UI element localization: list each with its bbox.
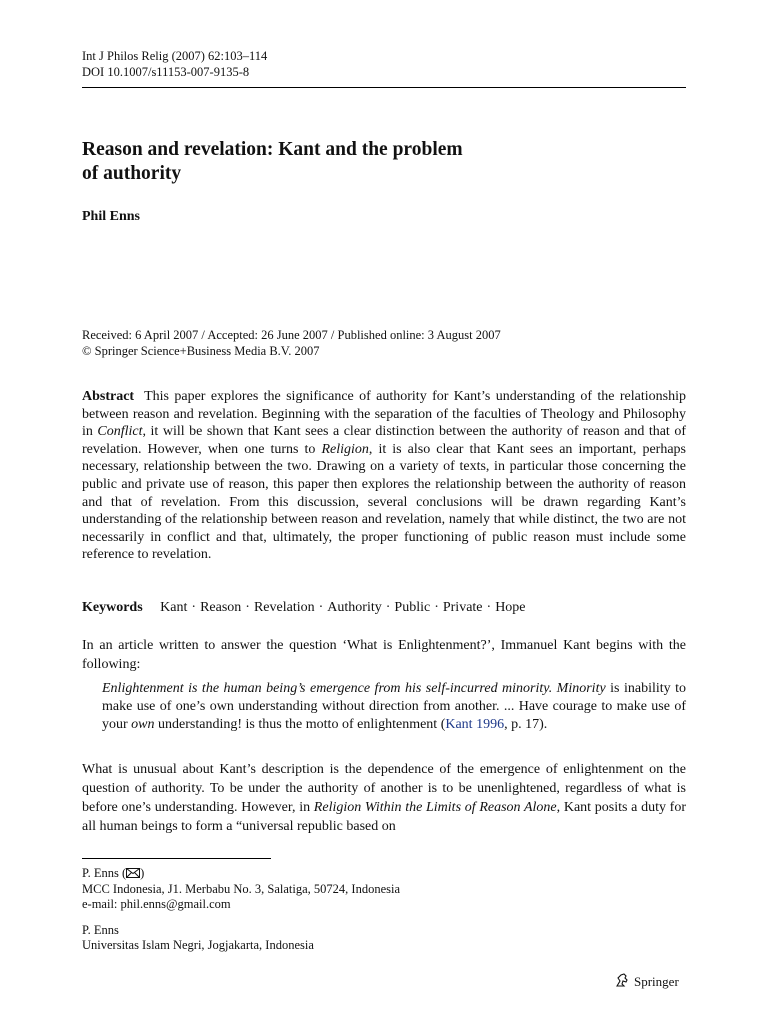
abstract-text-3: , it is also clear that Kant sees an important, perhaps necessary, relationship between the two. Drawing on a variety of texts, in particular those concerning the public and private use of reason, this paper then explores the relationship between the authority of reason and that of revelation. From this discussion, several conclusions will be drawn regarding Kant’s understanding of the relationship between reason and revelation, namely that while distinct, the two are not necessarily in conflict and that, ultimately, the proper functioning of public reason must include some reference to revelation. (82, 441, 686, 563)
quote-italic: Enlightenment is the human being’s emergence from his self-incurred minority. Minority (102, 681, 606, 696)
para2-text-2: , Kant posits a duty for all human beings to form a “universal republic based on (82, 800, 686, 834)
abstract-text-2: , it will be shown that Kant sees a clear distinction between the authority of reason and that of revelation. However, when one turns to (82, 424, 686, 457)
keyword-item: Hope (495, 600, 526, 615)
header-rule (82, 87, 686, 88)
author-name: Phil Enns (82, 209, 140, 224)
doi[interactable]: DOI 10.1007/s11153-007-9135-8 (82, 65, 250, 79)
abstract-label: Abstract (82, 389, 135, 404)
abstract-religion: Religion (321, 441, 369, 457)
keyword-item: Public (394, 600, 431, 615)
keywords (82, 600, 686, 616)
affiliation-1-name-line (82, 866, 400, 882)
quote-end: , p. 17). (504, 717, 548, 732)
publication-dates (82, 327, 501, 359)
keyword-item: Reason (200, 600, 242, 615)
quote-own: own (131, 717, 155, 732)
affiliation-2-address: Universitas Islam Negri, Jogjakarta, Indonesia (82, 938, 314, 952)
title-line-1: Reason and revelation: Kant and the problem (82, 139, 463, 160)
affiliation-1-address: MCC Indonesia, J1. Merbabu No. 3, Salatiga, 50724, Indonesia (82, 882, 401, 896)
quote-text-2: understanding! is thus the motto of enlightenment ( (154, 717, 446, 732)
para2-text-1: What is unusual about Kant’s description is the dependence of the emergence of enlightenment on the question of authority. To be under the authority of another is to be unenlightened, regardless of what is before one’s understanding. However, in (82, 762, 686, 815)
affiliation-1-name: P. Enns ( (82, 866, 127, 880)
block-quote (102, 680, 686, 734)
citation-link[interactable]: Kant 1996 (445, 717, 505, 732)
body-paragraph-2 (82, 760, 686, 836)
journal-header (82, 48, 267, 80)
keyword-item: Private (442, 600, 483, 615)
keywords-list (160, 600, 525, 615)
springer-horse-icon (614, 972, 630, 992)
keyword-item: Authority (327, 600, 382, 615)
mail-icon[interactable] (126, 867, 140, 882)
keyword-separator: · (191, 600, 197, 615)
keyword-separator: · (318, 600, 324, 615)
article-title (82, 138, 602, 186)
springer-label: Springer (634, 974, 679, 989)
keyword-separator: · (385, 600, 391, 615)
keyword-separator: · (486, 600, 492, 615)
intro-paragraph: In an article written to answer the question ‘What is Enlightenment?’, Immanuel Kant begins with the following: (82, 638, 686, 672)
quote-text-1: is inability to make use of one’s own understanding without direction from another. ... Have courage to make use of your (102, 681, 686, 732)
keyword-separator: · (434, 600, 439, 615)
abstract (82, 388, 686, 564)
abstract-conflict: Conflict (97, 424, 143, 440)
dates-line: Received: 6 April 2007 / Accepted: 26 June 2007 / Published online: 3 August 2007 (82, 328, 501, 342)
journal-citation: Int J Philos Relig (2007) 62:103–114 (82, 49, 268, 63)
keyword-separator: · (245, 600, 250, 615)
title-line-2: of authority (82, 163, 182, 184)
affiliation-1-email[interactable]: e-mail: phil.enns@gmail.com (82, 897, 231, 911)
footnote-rule (82, 858, 271, 859)
affiliation-2 (82, 923, 314, 953)
affiliation-1-name-close: ) (140, 866, 145, 880)
abstract-text-1: This paper explores the significance of authority for Kant’s understanding of the relationship between reason and revelation. Beginning with the separation of the faculties of Theology and Philosophy in (82, 389, 686, 440)
copyright-line: © Springer Science+Business Media B.V. 2007 (82, 344, 320, 358)
keywords-label: Keywords (82, 600, 143, 615)
keyword-item: Kant (160, 600, 188, 615)
affiliation-2-name: P. Enns (82, 923, 119, 937)
springer-logo (614, 972, 679, 992)
keyword-item: Revelation (253, 600, 315, 615)
affiliation-1 (82, 866, 400, 912)
para2-book-title: Religion Within the Limits of Reason Alone (313, 800, 557, 815)
